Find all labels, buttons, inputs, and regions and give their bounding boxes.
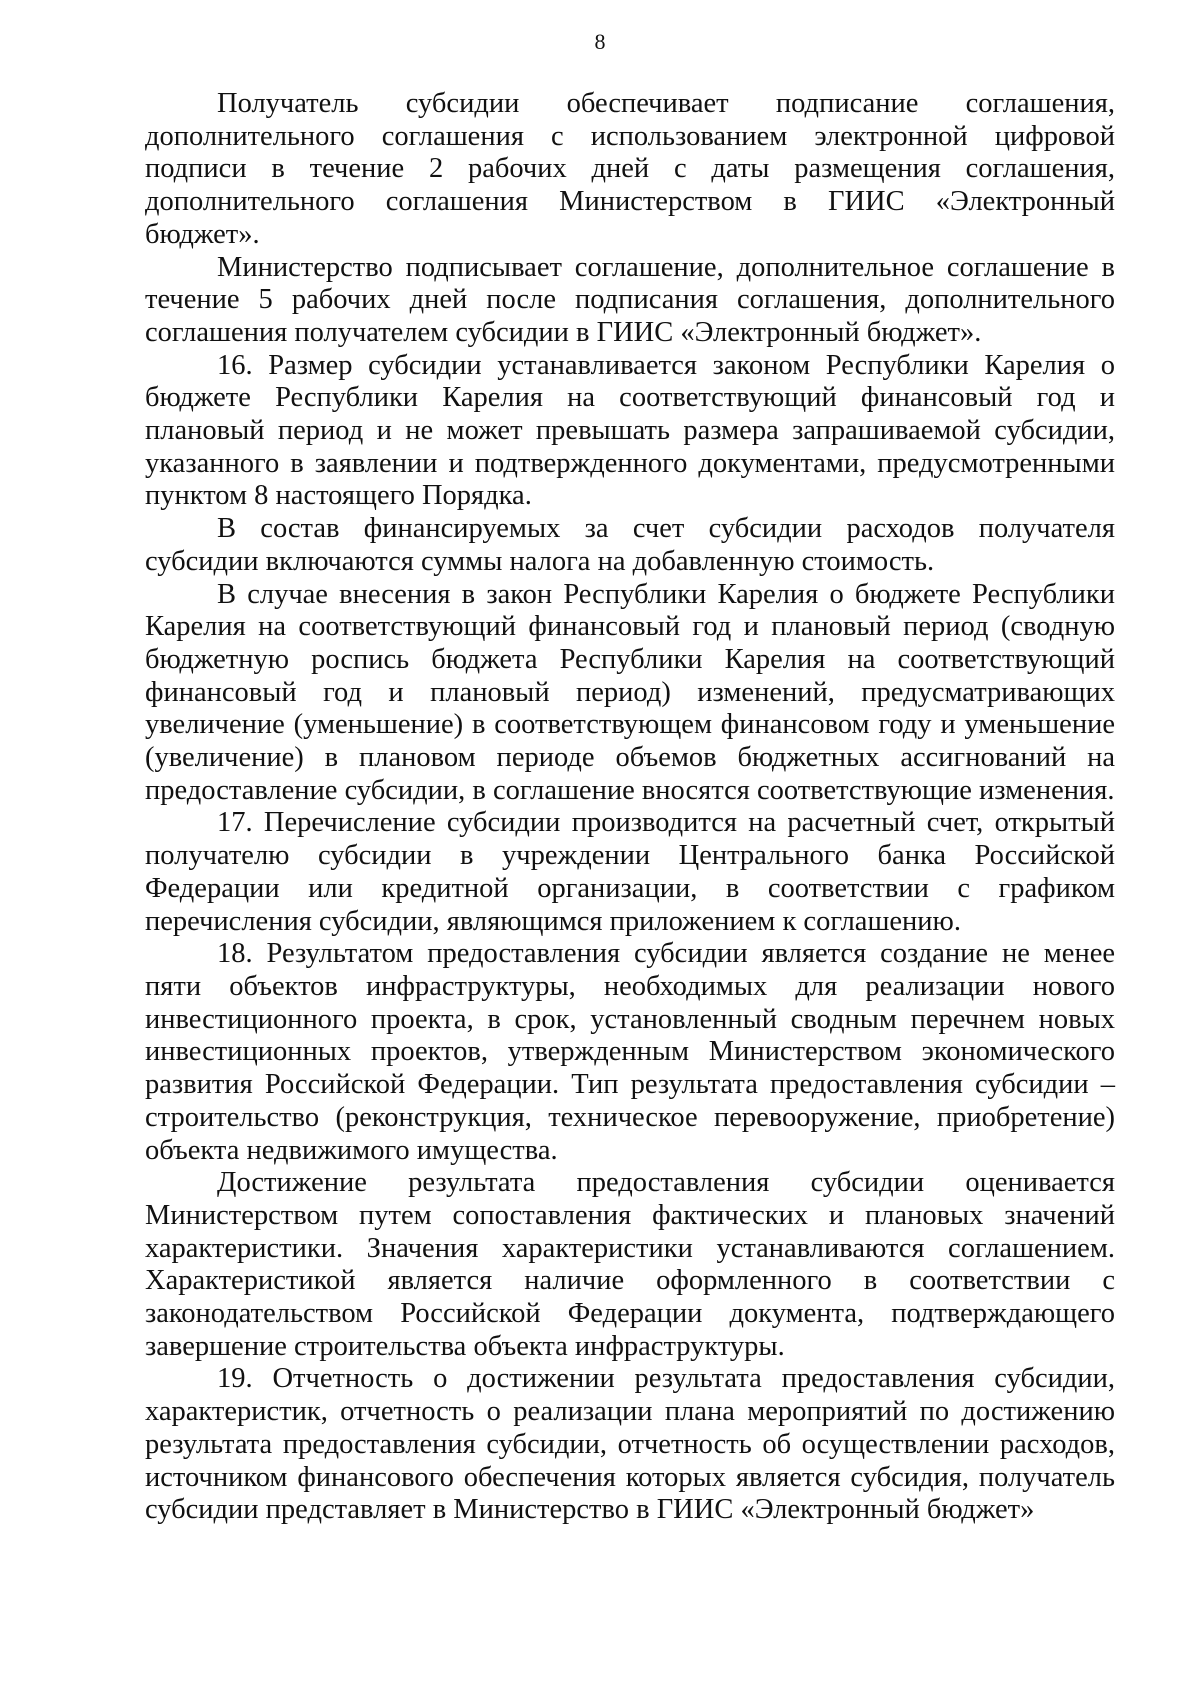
paragraph-18-result: 18. Результатом предоставления субсидии является создание не менее пяти объектов инфраструктуры, необходимых для реализации нового инвестиционного проекта, в срок, установленный сводным перечнем новых инвестиционных проектов, утвержденным Министерством экономического развития Российской Федерации. Тип результата предоставления субсидии – строительство (реконструкция, техническое перевооружение, приобретение) объекта недвижимого имущества. [145,938,1115,1166]
paragraph-result-assessment: Достижение результата предоставления субсидии оценивается Министерством путем сопоставления фактических и плановых значений характеристики. Значения характеристики устанавливаются соглашением. Характеристикой является наличие оформленного в соответствии с законодательством Российской Федерации документа, подтверждающего завершение строительства объекта инфраструктуры. [145,1167,1115,1362]
paragraph-16-subsidy-amount: 16. Размер субсидии устанавливается законом Республики Карелия о бюджете Республики Карелия на соответствующий финансовый год и плановый период и не может превышать размера запрашиваемой субсидии, указанного в заявлении и подтвержденного документами, предусмотренными пунктом 8 настоящего Порядка. [145,349,1115,512]
paragraph-budget-changes: В случае внесения в закон Республики Карелия о бюджете Республики Карелия на соответствующий финансовый год и плановый период (сводную бюджетную роспись бюджета Республики Карелия на соответствующий финансовый год и плановый период) изменений, предусматривающих увеличение (уменьшение) в соответствующем финансовом году и уменьшение (увеличение) в плановом периоде объемов бюджетных ассигнований на предоставление субсидии, в соглашение вносятся соответствующие изменения. [145,578,1115,806]
page-number: 8 [594,29,606,54]
paragraph-signing-by-ministry: Министерство подписывает соглашение, дополнительное соглашение в течение 5 рабочих дней после подписания соглашения, дополнительного соглашения получателем субсидии в ГИИС «Электронный бюджет». [145,251,1115,348]
paragraph-signing-by-recipient: Получатель субсидии обеспечивает подписание соглашения, дополнительного соглашения с использованием электронной цифровой подписи в течение 2 рабочих дней с даты размещения соглашения, дополнительного соглашения Министерством в ГИИС «Электронный бюджет». [145,88,1115,250]
document-body [145,88,1115,1527]
paragraph-vat-inclusion: В состав финансируемых за счет субсидии расходов получателя субсидии включаются суммы налога на добавленную стоимость. [145,513,1115,577]
paragraph-19-reporting: 19. Отчетность о достижении результата предоставления субсидии, характеристик, отчетность о реализации плана мероприятий по достижению результата предоставления субсидии, отчетность об осуществлении расходов, источником финансового обеспечения которых является субсидия, получатель субсидии представляет в Министерство в ГИИС «Электронный бюджет» [145,1363,1115,1526]
paragraph-17-transfer: 17. Перечисление субсидии производится на расчетный счет, открытый получателю субсидии в учреждении Центрального банка Российской Федерации или кредитной организации, в соответствии с графиком перечисления субсидии, являющимся приложением к соглашению. [145,807,1115,937]
